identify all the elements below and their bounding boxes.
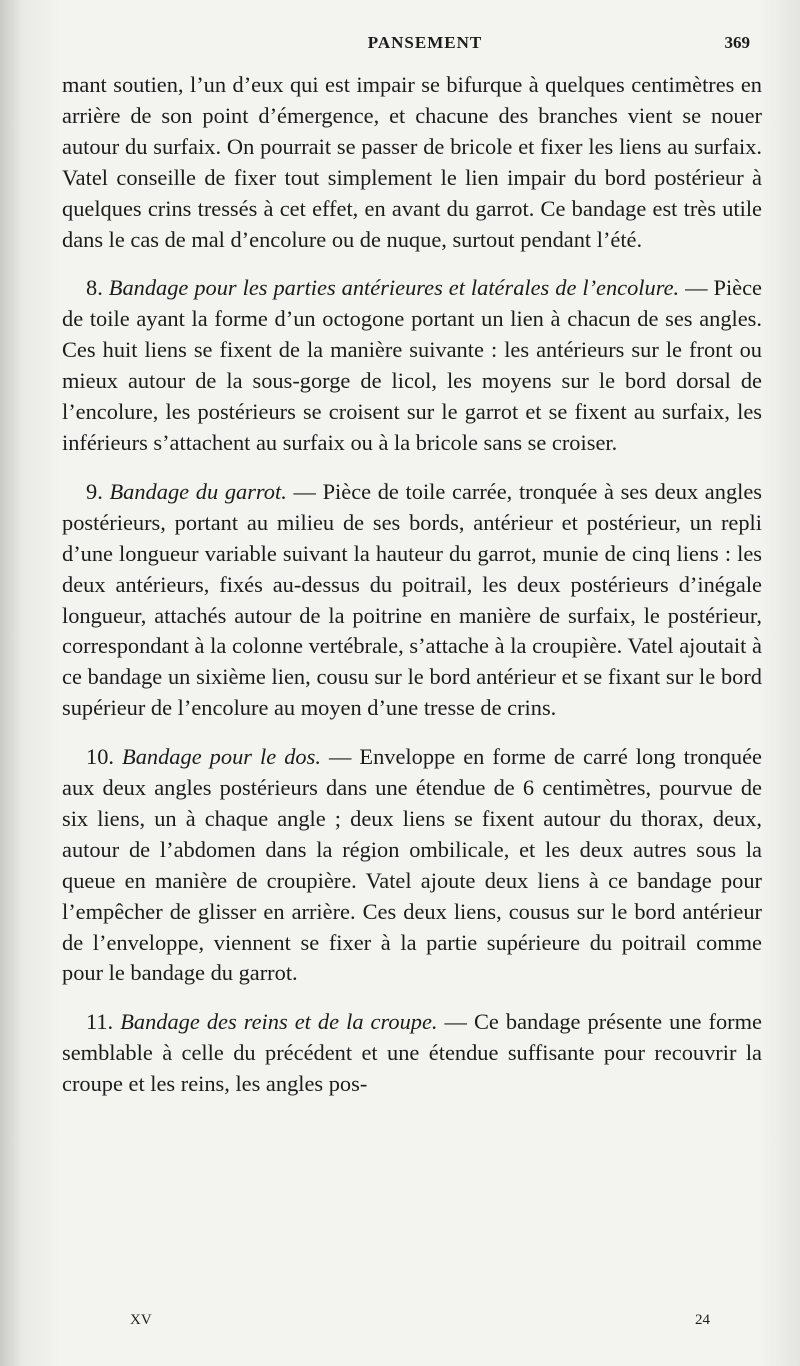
- paragraph-title: Bandage pour le dos.: [122, 744, 321, 770]
- paragraph-title: Bandage des reins et de la croupe.: [120, 1009, 438, 1035]
- page-footer: [130, 1312, 710, 1334]
- paragraph-title: Bandage pour les parties antérieures et latérales de l’encolure.: [108, 275, 680, 301]
- paragraph-title: Bandage du garrot.: [109, 478, 287, 504]
- paragraph-text: — Pièce de toile carrée, tronquée à ses deux angles postérieurs, portant au milieu de ses bords, antérieur et postérieur, un repli d’une longueur variable suivant la hauteur du garrot, munie de cinq liens : les deux antérieurs, fixés au-dessus du poitrail, les deux postérieurs d’inégale longueur, attachés autour de la poitrine en manière de surfaix, le postérieur, correspondant à la colonne vertébrale, s’attache à la croupière. Vatel ajoutait à ce bandage un sixième lien, cousu sur le bord antérieur et se fixant sur le bord supérieur de l’encolure au moyen d’une tresse de crins.: [62, 478, 763, 721]
- signature-mark: XV: [130, 1312, 152, 1328]
- paragraph-number: 11.: [86, 1009, 114, 1035]
- paragraph-8: [62, 273, 762, 458]
- running-title: PANSEMENT: [367, 33, 483, 52]
- paragraph-number: 9.: [86, 478, 103, 504]
- paragraph-text: mant soutien, l’un d’eux qui est impair se bifurque à quelques centimètres en arrière de son point d’émergence, et chacune des branches vient se nouer autour du surfaix. On pourrait se passer de bricole et fixer les liens au surfaix. Vatel conseille de fixer tout simplement le lien impair du bord postérieur à quelques crins tressés à cet effet, en avant du garrot. Ce bandage est très utile dans le cas de mal d’encolure ou de nuque, surtout pendant l’été.: [62, 72, 762, 252]
- body-text: [62, 70, 762, 1100]
- paragraph-continuation: [62, 70, 762, 255]
- folio-mark: 24: [695, 1312, 710, 1328]
- paragraph-10: [62, 742, 762, 989]
- paragraph-text: — Pièce de toile ayant la forme d’un octogone portant un lien à chacun de ses angles. Ces huit liens se fixent de la manière suivante : les antérieurs sur le front ou mieux autour de la sous-gorge de licol, les moyens sur le bord dorsal de l’encolure, les postérieurs se croisent sur le garrot et se fixent au surfaix, les inférieurs s’attachent au surfaix ou à la bricole sans se croiser.: [62, 275, 762, 455]
- paragraph-number: 8.: [86, 275, 103, 301]
- paragraph-text: — Ce bandage présente une forme semblable à celle du précédent et une étendue suffisante pour recouvrir la croupe et les reins, les angles pos-: [62, 1009, 762, 1097]
- paragraph-9: [62, 477, 762, 724]
- page-header: [60, 33, 750, 57]
- paragraph-text: — Enveloppe en forme de carré long tronquée aux deux angles postérieurs dans une étendue de 6 centimètres, pourvue de six liens, un à chaque angle ; deux liens se fixent autour du thorax, deux, autour de l’abdomen dans la région ombilicale, et les deux autres sous la queue en manière de croupière. Vatel ajoute deux liens à ce bandage pour l’empêcher de glisser en arrière. Ces deux liens, cousus sur le bord antérieur de l’enveloppe, viennent se fixer à la partie supérieure du poitrail comme pour le bandage du garrot.: [62, 744, 762, 986]
- page-number: 369: [724, 33, 750, 52]
- paragraph-11: [62, 1007, 762, 1100]
- paragraph-number: 10.: [86, 744, 114, 770]
